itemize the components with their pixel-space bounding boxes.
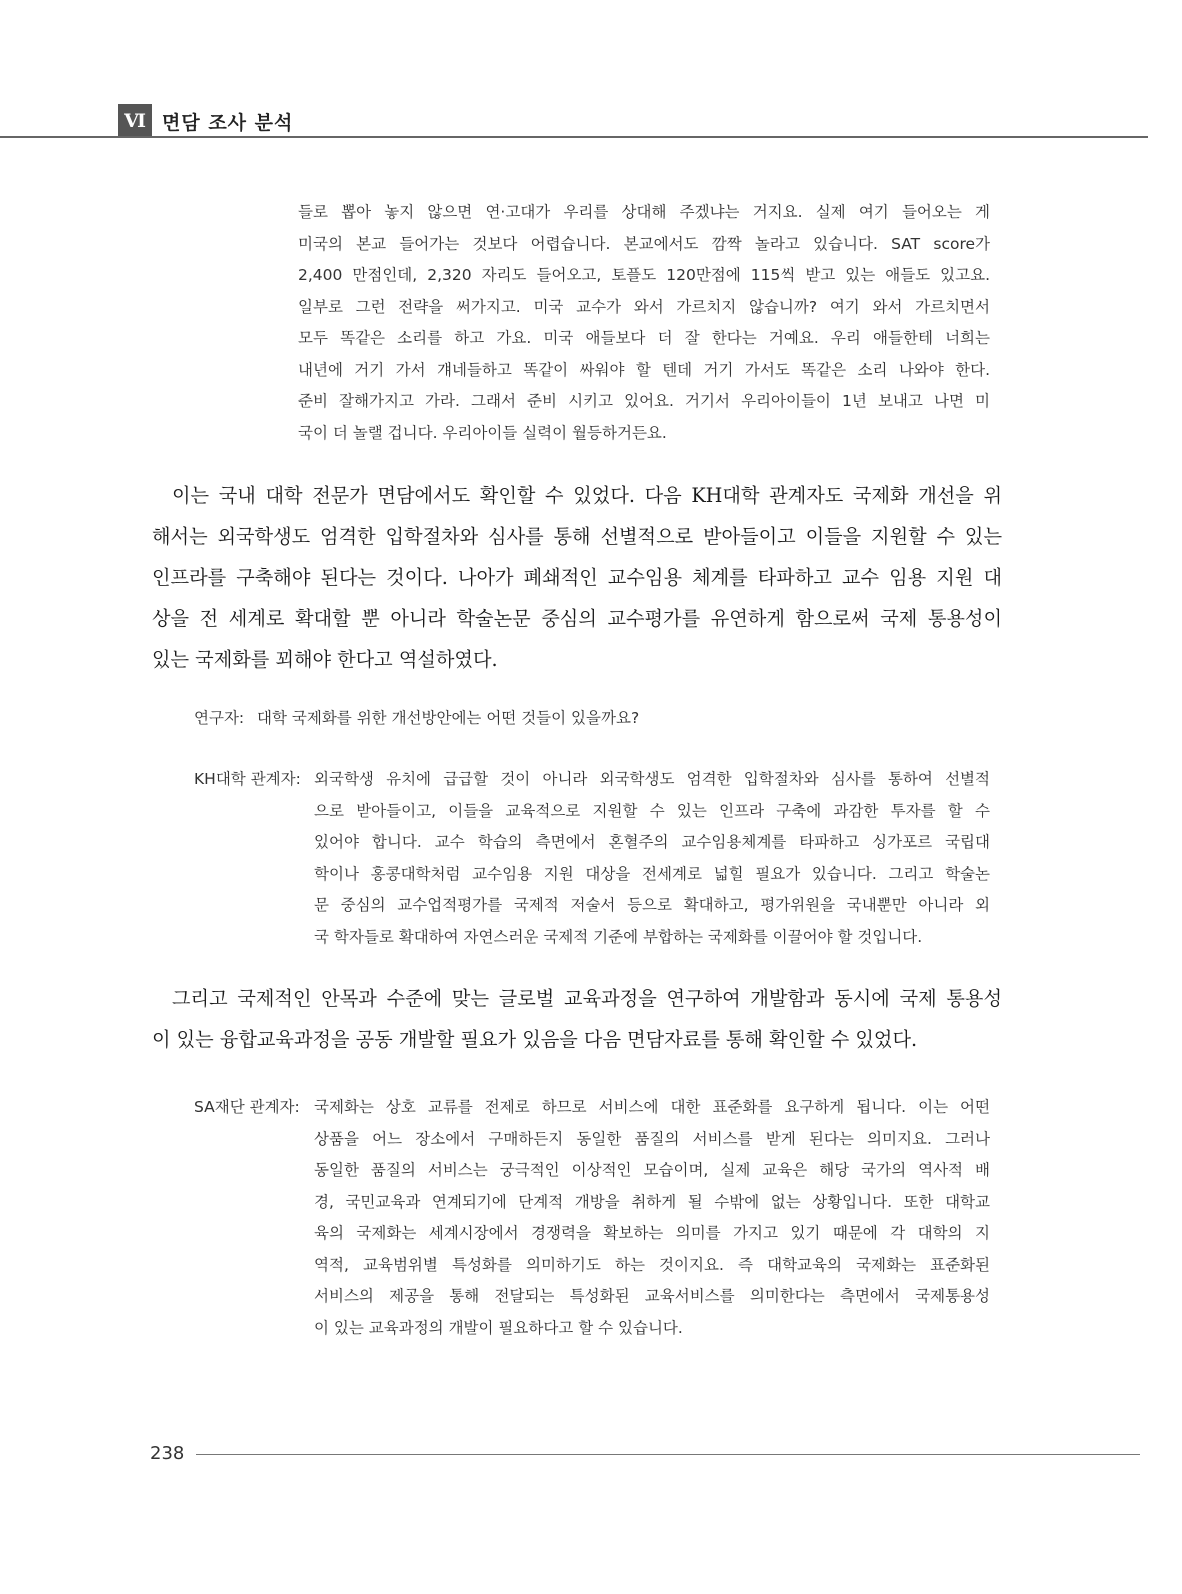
body-paragraph (152, 475, 1002, 680)
response-line: 외국학생 유치에 급급할 것이 아니라 외국학생도 엄격한 입학절차와 심사를 통하여 선별적 (314, 770, 990, 788)
chapter-title: 면담 조사 분석 (162, 112, 294, 134)
response-line: 동일한 품질의 서비스는 궁극적인 이상적인 모습이며, 실제 교육은 해당 국가의 역사적 배 (314, 1161, 990, 1179)
speaker-label-researcher: 연구자: (194, 709, 245, 727)
paragraph-line: 이 있는 융합교육과정을 공동 개발할 필요가 있음을 다음 면담자료를 통해 확인할 수 있었다. (152, 1028, 918, 1051)
quote-line: 준비 잘해가지고 가라. 그래서 준비 시키고 있어요. 거기서 우리아이들이 1년 보내고 나면 미 (298, 392, 990, 410)
speaker-label-kh: KH대학 관계자: (194, 770, 301, 788)
interview-quote-block (298, 197, 990, 449)
paragraph-line: 그리고 국제적인 안목과 수준에 맞는 글로벌 교육과정을 연구하여 개발함과 동시에 국제 통용성 (172, 987, 1002, 1010)
response-line: 서비스의 제공을 통해 전달되는 특성화된 교육서비스를 의미한다는 측면에서 국제통용성 (314, 1287, 990, 1305)
response-line: 국제화는 상호 교류를 전제로 하므로 서비스에 대한 표준화를 요구하게 됩니다. 이는 어떤 (314, 1098, 990, 1116)
page-number: 238 (150, 1443, 185, 1464)
sa-response-block (314, 1092, 990, 1344)
quote-line: 일부로 그런 전략을 써가지고. 미국 교수가 와서 가르치지 않습니까? 여기 와서 가르치면서 (298, 297, 990, 316)
footer-divider (196, 1454, 1140, 1455)
paragraph-line: 이는 국내 대학 전문가 면담에서도 확인할 수 있었다. 다음 KH대학 관계자도 국제화 개선을 위 (172, 484, 1002, 507)
paragraph-line: 상을 전 세계로 확대할 뿐 아니라 학술논문 중심의 교수평가를 유연하게 함으로써 국제 통용성이 (152, 607, 1002, 630)
header-divider (0, 136, 1148, 138)
quote-line: 들로 뽑아 놓지 않으면 연·고대가 우리를 상대해 주겠냐는 거지요. 실제 여기 들어오는 게 (298, 203, 990, 221)
response-line: 이 있는 교육과정의 개발이 필요하다고 할 수 있습니다. (314, 1318, 683, 1337)
chapter-badge: Ⅵ (118, 104, 152, 138)
response-line: 상품을 어느 장소에서 구매하든지 동일한 품질의 서비스를 받게 된다는 의미지요. 그러나 (314, 1129, 990, 1148)
response-line: 으로 받아들이고, 이들을 교육적으로 지원할 수 있는 인프라 구축에 과감한 투자를 할 수 (314, 801, 990, 820)
paragraph-line: 있는 국제화를 꾀해야 한다고 역설하였다. (152, 648, 498, 671)
paragraph-line: 해서는 외국학생도 엄격한 입학절차와 심사를 통해 선별적으로 받아들이고 이들을 지원할 수 있는 (152, 525, 1002, 548)
response-line: 학이나 홍콩대학처럼 교수임용 지원 대상을 전세계로 넓힐 필요가 있습니다. 그리고 학술논 (314, 864, 990, 883)
response-line: 국 학자들로 확대하여 자연스러운 국제적 기준에 부합하는 국제화를 이끌어야 할 것입니다. (314, 927, 923, 946)
quote-line: 국이 더 놀랠 겁니다. 우리아이들 실력이 월등하거든요. (298, 423, 667, 442)
response-line: 역적, 교육범위별 특성화를 의미하기도 하는 것이지요. 즉 대학교육의 국제화는 표준화된 (314, 1255, 990, 1274)
paragraph-line: 인프라를 구축해야 된다는 것이다. 나아가 폐쇄적인 교수임용 체계를 타파하고 교수 임용 지원 대 (152, 566, 1002, 589)
response-line: 문 중심의 교수업적평가를 국제적 저술서 등으로 확대하고, 평가위원을 국내뿐만 아니라 외 (314, 896, 990, 914)
quote-line: 2,400 만점인데, 2,320 자리도 들어오고, 토플도 120만점에 115씩 받고 있는 애들도 있고요. (298, 266, 990, 284)
response-line: 경, 국민교육과 연계되기에 단계적 개방을 취하게 될 수밖에 없는 상황입니다. 또한 대학교 (314, 1192, 990, 1211)
running-header (0, 104, 1182, 140)
quote-line: 미국의 본교 들어가는 것보다 어렵습니다. 본교에서도 깜짝 놀라고 있습니다. SAT score가 (298, 234, 990, 253)
researcher-question: 대학 국제화를 위한 개선방안에는 어떤 것들이 있을까요? (257, 709, 640, 727)
body-paragraph (152, 978, 1002, 1060)
response-line: 있어야 합니다. 교수 학습의 측면에서 혼혈주의 교수임용체계를 타파하고 싱가포르 국립대 (314, 833, 990, 851)
quote-line: 내년에 거기 가서 걔네들하고 똑같이 싸워야 할 텐데 거기 가서도 똑같은 소리 나와야 한다. (298, 360, 990, 379)
quote-line: 모두 똑같은 소리를 하고 가요. 미국 애들보다 더 잘 한다는 거예요. 우리 애들한테 너희는 (298, 329, 990, 347)
response-line: 육의 국제화는 세계시장에서 경쟁력을 확보하는 의미를 가지고 있기 때문에 각 대학의 지 (314, 1224, 990, 1242)
kh-response-block (314, 764, 990, 953)
speaker-label-sa: SA재단 관계자: (194, 1098, 300, 1116)
